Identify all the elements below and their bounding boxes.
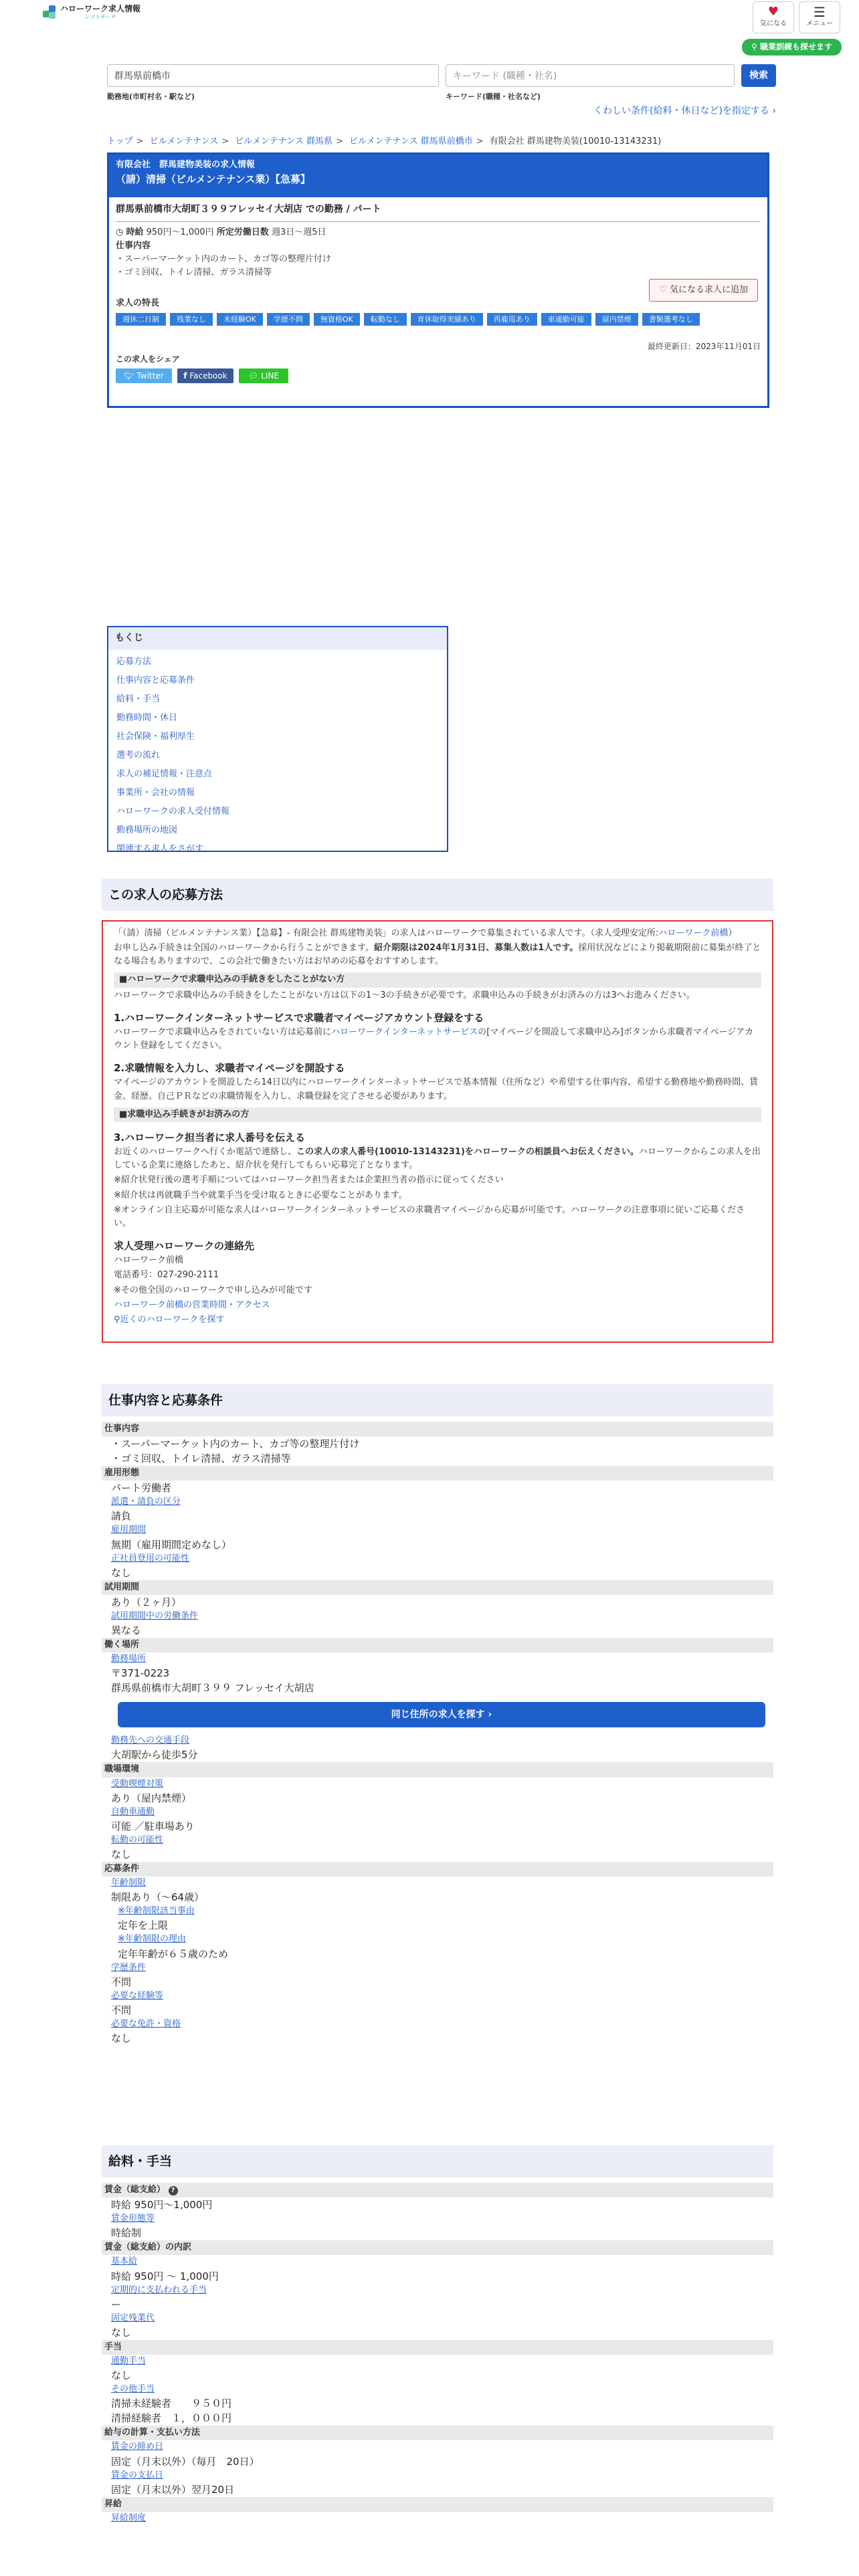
conditions-table xyxy=(102,1422,773,2046)
hellowork-internet-service-link[interactable]: ハローワークインターネットサービス xyxy=(331,1027,478,1037)
toc-item[interactable]: 選考の流れ xyxy=(116,750,161,760)
step2-text: マイページのアカウントを開設したら14日以内にハローワークインターネットサービスで基本情報（住所など）や希望する仕事内容、希望する勤務地や勤務時間、賃金、経歴、自己ＰＲなどの求職情報を入力し、求職登録を完了させる必要があります。 xyxy=(114,1077,759,1101)
breadcrumb-maebashi[interactable]: ビルメンテナンス 群馬県前橋市 xyxy=(349,136,473,146)
logo-subtitle: シゴトサーチ xyxy=(84,14,116,21)
row-value: ・ゴミ回収、トイレ清掃、ガラス清掃等 xyxy=(111,1453,291,1465)
heart-outline-icon: ♡ xyxy=(659,285,667,295)
search-icon: ⚲ xyxy=(114,1314,120,1325)
hamburger-icon: ☰ xyxy=(814,4,826,21)
pay-heading: 給料・手当 xyxy=(102,2145,773,2177)
days-value: 週3日〜週5日 xyxy=(271,227,326,237)
apply-deadline xyxy=(114,942,761,968)
row-value: パート労働者 xyxy=(111,1482,172,1495)
no-registration-band: ■ハローワークで求職申込みの手続きをしたことがない方 xyxy=(114,972,761,987)
step3-text-b: この求人の求人番号(10010-13143231)をハローワークの相談員へお伝えください。 xyxy=(296,1147,639,1158)
apply-deadline-c: 採用状況などにより掲載期限前に募集が終了となる場合もありますので、この会社で働きたい方はお早めの応募をおすすめします。 xyxy=(114,943,761,967)
apply-note: ※オンライン自主応募が可能な求人はハローワークインターネットサービスの求職者マイページから応募が可能です。ハローワークの注意事項に従いご応募ください。 xyxy=(114,1204,745,1228)
row-sub-label[interactable]: 年齢制限 xyxy=(111,1878,147,1889)
near-hellowork-link[interactable] xyxy=(114,1313,761,1327)
step3-text-c: ハローワークからこの求人を出している企業に連絡したあと、紹介状を発行してもらい応募完了となります。 xyxy=(114,1147,761,1171)
job-title: （請）清掃（ビルメンテナンス業）【急募】 xyxy=(116,173,310,186)
row-group-label: 給与の計算・支払い方法 xyxy=(102,2426,773,2440)
breadcrumb: トップ > ビルメンテナンス > ビルメンテナンス 群馬県 > ビルメンテナンス 群馬県前橋市 > 有限会社 群馬建物美装(10010-13143231) xyxy=(107,136,662,146)
line-icon: 💬︎ xyxy=(248,370,259,381)
keyword-label: キーワード(職種・社名など) xyxy=(446,92,541,101)
row-sub-label[interactable]: 正社員登用の可能性 xyxy=(111,1553,190,1564)
step1-text-a: ハローワークで求職申込みをされていない方は応募前に xyxy=(114,1027,332,1037)
content-line: ・スーパーマーケット内のカート、カゴ等の整理片付け xyxy=(116,253,331,264)
toc-item[interactable]: 仕事内容と応募条件 xyxy=(116,675,195,685)
row-value: 制限あり（〜64歳） xyxy=(111,1891,205,1904)
feature-tag: 育休取得実績あり xyxy=(411,313,483,326)
logo-title: ハローワーク求人情報 xyxy=(60,4,141,13)
toc-item[interactable]: 給料・手当 xyxy=(116,693,161,704)
share-label: この求人をシェア xyxy=(116,354,180,364)
office-note: ※その他全国のハローワークで申し込みが可能です xyxy=(114,1285,312,1295)
feature-tag: 屋内禁煙 xyxy=(595,313,638,326)
location-label: 勤務地(市町村名・駅など) xyxy=(107,92,195,101)
row-sub-label[interactable]: 賃金の支払日 xyxy=(111,2470,164,2480)
clock-icon: ◷ xyxy=(116,227,124,237)
last-updated: 最終更新日：2023年11月01日 xyxy=(647,342,761,352)
row-value: 不問 xyxy=(111,1975,132,1988)
wage-value: 950円〜1,000円 xyxy=(146,227,214,237)
row-value: 請負 xyxy=(111,1510,132,1523)
step3-title: 3.ハローワーク担当者に求人番号を伝える xyxy=(114,1131,306,1144)
row-value: なし xyxy=(111,2032,132,2044)
twitter-share-button[interactable] xyxy=(116,368,172,383)
vocational-training-label: 職業訓練も探せます xyxy=(759,42,832,51)
search-button[interactable]: 検索 xyxy=(741,64,776,87)
row-value: 大胡駅から徒歩5分 xyxy=(111,1749,198,1761)
facebook-share-button[interactable] xyxy=(177,368,233,383)
site-logo[interactable] xyxy=(43,4,140,22)
row-group-label: 働く場所 xyxy=(102,1638,773,1652)
search-icon: ⚲ xyxy=(751,42,760,51)
content-line: ・ゴミ回収、トイレ清掃、ガラス清掃等 xyxy=(116,267,272,278)
row-sub-label[interactable]: 必要な免許・資格 xyxy=(111,2018,181,2029)
hellowork-maebashi-link[interactable]: ハローワーク前橋 xyxy=(658,928,729,938)
feature-tag: 無資格OK xyxy=(314,313,360,326)
row-value: 時給制 xyxy=(111,2227,142,2240)
toc-item[interactable]: 応募方法 xyxy=(116,656,152,667)
row-value: 定年を上限 xyxy=(118,1919,169,1932)
search-bar xyxy=(107,64,776,126)
row-sub-label[interactable]: 賃金形態等 xyxy=(111,2214,155,2224)
row-sub-label[interactable]: 勤務先への交通手段 xyxy=(111,1735,190,1746)
favorites-label: 気になる xyxy=(760,20,787,28)
feature-tag: 再雇用あり xyxy=(487,313,537,326)
feature-tag: 未経験OK xyxy=(217,313,263,326)
row-value: 定年年齢が６５歳のため xyxy=(118,1947,229,1960)
same-address-jobs-button[interactable] xyxy=(118,1702,765,1727)
toc-item[interactable]: 社会保険・福利厚生 xyxy=(116,731,195,742)
chevron-right-icon: › xyxy=(488,1709,492,1721)
office-title: 求人受理ハローワークの連絡先 xyxy=(114,1240,255,1252)
site-header xyxy=(0,0,859,56)
row-sub-label[interactable]: 受動喫煙対策 xyxy=(111,1778,164,1789)
feature-tag: 転勤なし xyxy=(364,313,407,326)
add-favorite-button[interactable] xyxy=(649,279,758,302)
step3-text xyxy=(114,1146,761,1172)
apply-deadline-b: 紹介期限は2024年1月31日、募集人数は1人です。 xyxy=(373,943,579,954)
row-sub-label[interactable]: その他手当 xyxy=(111,2384,155,2395)
wage-line xyxy=(116,226,761,239)
row-sub-label[interactable]: 基本給 xyxy=(111,2256,138,2267)
step1-title: 1.ハローワークインターネットサービスで求職者マイページアカウント登録をする xyxy=(114,1011,484,1024)
feature-tag: 週休二日制 xyxy=(116,313,166,326)
toc-item[interactable]: 勤務場所の地図 xyxy=(116,825,178,835)
row-value: 固定（月末以外）翌月20日 xyxy=(111,2483,235,2496)
advanced-search-label: くわしい条件(給料・休日など)を指定する xyxy=(593,106,769,116)
apply-intro-text: 「（請）清掃（ビルメンテナンス業）【急募】- 有限会社 群馬建物美装」の求人はハローワークで募集されている求人です。（求人受理安定所: xyxy=(114,928,659,938)
line-label: LINE xyxy=(261,370,279,381)
office-access-link[interactable]: ハローワーク前橋の営業時間・アクセス xyxy=(114,1299,270,1310)
apply-intro xyxy=(114,927,761,940)
job-card-header xyxy=(109,154,767,197)
row-value: 清掃未経験者 ９５０円 xyxy=(111,2397,232,2410)
row-value: 時給 950円 〜 1,000円 xyxy=(111,2270,219,2282)
row-sub-label[interactable]: ※年齢制限該当事由 xyxy=(118,1906,195,1917)
feature-tags xyxy=(116,313,771,326)
feature-tag: 学歴不問 xyxy=(267,313,310,326)
apply-box xyxy=(102,920,773,1343)
row-value: なし xyxy=(111,1566,132,1579)
toc-title: もくじ xyxy=(108,627,447,650)
apply-deadline-a: お申し込み手続きは全国のハローワークから行うことができます。 xyxy=(114,943,374,954)
row-sub-label[interactable]: 必要な経験等 xyxy=(111,1990,164,2001)
step3-text-a: お近くのハローワークへ行くか電話で連絡し、 xyxy=(114,1147,297,1158)
row-group-label: 昇給 xyxy=(102,2497,773,2512)
toc-item[interactable]: 勤務時間・休日 xyxy=(116,712,178,723)
content-label: 仕事内容 xyxy=(116,240,151,251)
twitter-label: Twitter xyxy=(136,370,164,381)
row-sub-label[interactable]: 賃金の締め日 xyxy=(111,2442,164,2452)
wage-label: 時給 xyxy=(126,227,144,237)
days-label: 所定労働日数 xyxy=(216,227,269,237)
job-address: 群馬県前橋市大胡町３９９フレッセイ大胡店 での勤務 / パート xyxy=(116,204,381,215)
favorites-button[interactable] xyxy=(753,1,794,33)
breadcrumb-gunma[interactable]: ビルメンテナンス 群馬県 xyxy=(235,136,332,146)
row-sub-label[interactable]: 派遣・請負の区分 xyxy=(111,1497,181,1507)
company-name: 有限会社 群馬建物美装の求人情報 xyxy=(116,160,256,170)
same-address-jobs-label: 同じ住所の求人を探す xyxy=(391,1709,485,1721)
row-value: なし xyxy=(111,2369,132,2382)
row-sub-label[interactable]: 定期的に支払われる手当 xyxy=(111,2284,207,2295)
chevron-right-icon: › xyxy=(772,106,776,116)
menu-label: メニュー xyxy=(806,20,833,28)
apply-note: ※紹介状は再就職手当や就業手当を受け取るときに必要なことがあります。 xyxy=(114,1190,407,1200)
step1-text-b: の[マイページを開設して求職申込み]ボタンから求職者マイページアカウント登録をしてください。 xyxy=(114,1027,754,1051)
row-value: 〒371-0223 xyxy=(111,1667,170,1680)
row-group-label: 手当 xyxy=(102,2340,773,2355)
row-sub-label[interactable]: 勤務場所 xyxy=(111,1654,147,1665)
job-summary-card xyxy=(107,152,769,408)
row-sub-label[interactable]: 学歴条件 xyxy=(111,1962,147,1973)
row-sub-label[interactable]: 試用期間中の労働条件 xyxy=(111,1610,199,1621)
apply-intro-close: ） xyxy=(728,928,737,938)
facebook-label: Facebook xyxy=(189,370,227,381)
row-value: 不問 xyxy=(111,2004,132,2016)
row-value: 清掃経験者 １，０００円 xyxy=(111,2412,232,2425)
row-sub-label[interactable]: ※年齢制限の理由 xyxy=(118,1934,186,1945)
row-value: 時給 950円〜1,000円 xyxy=(111,2199,213,2212)
row-group-label: 試用期間 xyxy=(102,1580,773,1595)
apply-heading: この求人の応募方法 xyxy=(102,879,773,911)
row-value: ・スーパーマーケット内のカート、カゴ等の整理片付け xyxy=(111,1438,360,1451)
row-value: 固定（月末以外）（毎月 20日） xyxy=(111,2455,260,2468)
row-group-label: 職場環境 xyxy=(102,1762,773,1777)
office-tel: 電話番号：027-290-2111 xyxy=(114,1270,219,1281)
feature-tag: 車通勤可能 xyxy=(541,313,591,326)
row-sub-label[interactable]: 転勤の可能性 xyxy=(111,1834,164,1845)
row-group-label: 仕事内容 xyxy=(102,1422,773,1436)
toc-item[interactable]: 関連する求人をさがす xyxy=(116,843,204,854)
breadcrumb-top[interactable]: トップ xyxy=(107,136,133,146)
row-value: 可能 ／駐車場あり xyxy=(111,1820,195,1832)
share-buttons xyxy=(116,368,761,383)
row-sub-label[interactable]: 通勤手当 xyxy=(111,2355,147,2366)
row-sub-label[interactable]: 雇用期間 xyxy=(111,1525,147,1535)
step1-text xyxy=(114,1026,761,1053)
advanced-search-link[interactable] xyxy=(593,104,776,119)
line-share-button[interactable] xyxy=(239,368,288,383)
add-favorite-label: 気になる求人に追加 xyxy=(669,285,748,295)
row-value: なし xyxy=(111,2326,132,2339)
apply-note: ※紹介状発行後の選考手順についてはハローワーク担当者または企業担当者の指示に従ってください xyxy=(114,1175,504,1186)
table-of-contents xyxy=(107,626,448,852)
twitter-icon: 🐦︎ xyxy=(124,370,134,381)
toc-item[interactable]: 事業所・会社の情報 xyxy=(116,787,195,798)
office-name: ハローワーク前橋 xyxy=(114,1255,184,1266)
toc-item[interactable]: 求人の補足情報・注意点 xyxy=(116,768,213,779)
row-group-label: 雇用形態 xyxy=(102,1466,773,1481)
wage-total-label: 賃金（総支給） xyxy=(104,2185,166,2195)
breadcrumb-current: 有限会社 群馬建物美装(10010-13143231) xyxy=(489,136,662,146)
help-icon[interactable]: ? xyxy=(169,2186,178,2195)
registered-band: ■求職申込み手続きがお済みの方 xyxy=(114,1107,761,1122)
no-registration-text: ハローワークで求職申込みの手続きをしたことがない方は以下の1〜3の手続きが必要です。求職申込みの手続きがお済みの方は3へお進みください。 xyxy=(114,990,695,1000)
row-sub-label[interactable]: 自動車通勤 xyxy=(111,1806,155,1817)
row-sub-label[interactable]: 固定残業代 xyxy=(111,2313,155,2323)
row-group-label: 応募条件 xyxy=(102,1862,773,1876)
row-value: ー xyxy=(111,2298,122,2311)
row-group-label: 賃金（総支給）の内訳 xyxy=(102,2240,773,2255)
row-value: 異なる xyxy=(111,1624,142,1636)
menu-button[interactable] xyxy=(799,1,840,33)
near-hellowork-label: 近くのハローワークを探す xyxy=(120,1314,225,1325)
keyword-input[interactable]: キーワード (職種・社名) xyxy=(446,64,735,87)
pay-table xyxy=(102,2183,773,2525)
row-value: なし xyxy=(111,1848,132,1860)
feature-tag: 残業なし xyxy=(170,313,213,326)
row-value: あり（屋内禁煙） xyxy=(111,1792,192,1804)
toc-item[interactable]: ハローワークの求人受付情報 xyxy=(116,806,230,817)
features-label: 求人の特長 xyxy=(116,298,160,309)
facebook-icon: f xyxy=(183,370,187,381)
row-value: 群馬県前橋市大胡町３９９ フレッセイ大胡店 xyxy=(111,1682,314,1695)
conditions-heading: 仕事内容と応募条件 xyxy=(102,1384,773,1416)
row-sub-label[interactable]: 昇給制度 xyxy=(111,2512,147,2523)
heart-icon: ♥ xyxy=(767,5,779,19)
feature-tag: 書類選考なし xyxy=(642,313,700,326)
row-value: 無期（雇用期間定めなし） xyxy=(111,1538,232,1551)
step2-title: 2.求職情報を入力し、求職者マイページを開設する xyxy=(114,1062,345,1075)
breadcrumb-building-maintenance[interactable]: ビルメンテナンス xyxy=(149,136,219,146)
location-input[interactable]: 群馬県前橋市 xyxy=(107,64,439,87)
logo-icon xyxy=(43,4,58,19)
row-group-label xyxy=(102,2183,773,2197)
vocational-training-button[interactable] xyxy=(742,39,842,56)
row-value: あり（２ヶ月） xyxy=(111,1596,182,1608)
